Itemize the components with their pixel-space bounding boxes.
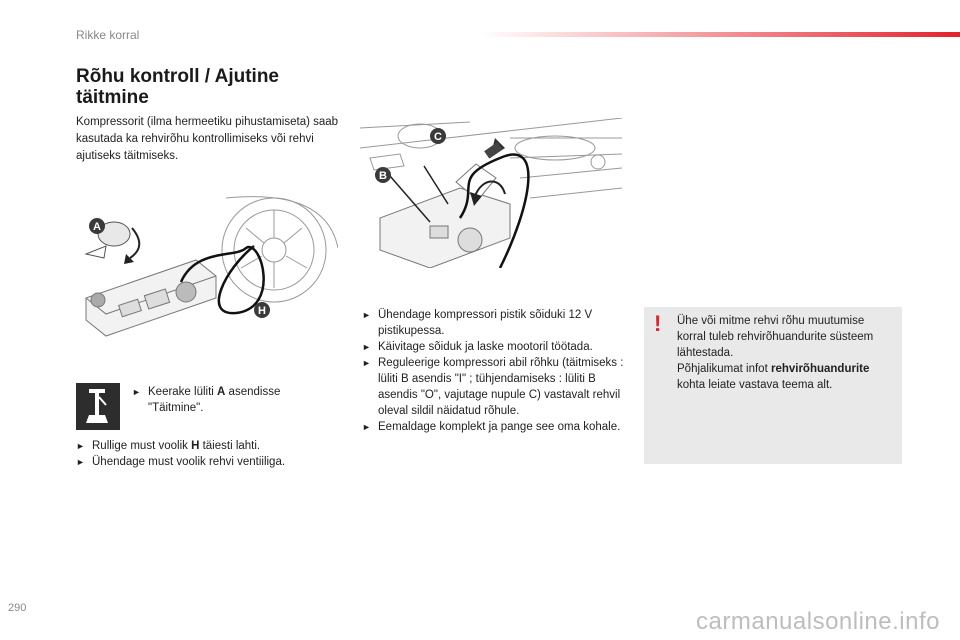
compressor-socket-illustration xyxy=(360,118,622,268)
bullet-arrow-icon: ► xyxy=(362,358,371,368)
bullet-arrow-icon: ► xyxy=(132,387,141,397)
list-item xyxy=(362,355,624,419)
note-line2-post: kohta leiate vastava teema alt. xyxy=(677,379,833,391)
list-item xyxy=(76,438,346,454)
step-a-text-bold: A xyxy=(217,386,226,398)
note-text xyxy=(677,313,892,393)
bullet-arrow-icon: ► xyxy=(76,441,85,451)
compressor-wheel-illustration xyxy=(76,188,338,338)
page-title-line2: täitmine xyxy=(76,87,149,108)
step-text: Reguleerige kompressori abil rõhku (täitmiseks : lüliti B asendis "I" ; tühjendamiseks : lüliti B asendis "O", vajutage nupule C) vastavalt rehvil oleval sildil näidatud rõhule. xyxy=(378,357,624,417)
step-text: täiesti lahti. xyxy=(199,440,261,452)
step-text: Ühendage must voolik rehvi ventiiliga. xyxy=(92,456,286,468)
list-item xyxy=(362,419,624,435)
steps-right-list xyxy=(362,307,624,435)
warning-note-box xyxy=(644,307,902,464)
page-title xyxy=(76,66,336,108)
note-line2 xyxy=(677,361,892,393)
section-title: Rikke korral xyxy=(76,28,140,42)
watermark: carmanualsonline.info xyxy=(696,608,940,635)
step-a-text-pre: Keerake lüliti xyxy=(148,386,218,398)
list-item xyxy=(362,339,624,355)
label-b-badge: B xyxy=(379,170,387,182)
step-a-item xyxy=(132,384,322,416)
bullet-arrow-icon: ► xyxy=(362,310,371,320)
step-text: Ühendage kompressori pistik sõiduki 12 V pistikupessa. xyxy=(378,309,593,337)
note-line2-bold: rehvirõhuandurite xyxy=(770,363,870,375)
step-text-bold: H xyxy=(191,440,200,452)
note-line1: Ühe või mitme rehvi rõhu muutumise korral tuleb rehvirõhuandurite süsteem lähtestada. xyxy=(677,315,874,359)
bullet-arrow-icon: ► xyxy=(362,342,371,352)
step-text: Käivitage sõiduk ja laske mootoril töötada. xyxy=(378,341,593,353)
page-title-line1: Rõhu kontroll / Ajutine xyxy=(76,66,279,87)
header-accent-bar xyxy=(480,32,960,37)
step-text: Eemaldage komplekt ja pange see oma kohale. xyxy=(378,421,621,433)
warning-exclamation-icon: ! xyxy=(654,311,662,336)
step-switch-a xyxy=(132,384,322,416)
step-a-text-post: asendisse "Täitmine". xyxy=(148,386,281,414)
label-c-badge: C xyxy=(434,131,442,143)
bullet-arrow-icon: ► xyxy=(76,457,85,467)
note-line2-pre: Põhjalikumat infot xyxy=(677,363,771,375)
label-a-badge: A xyxy=(93,221,101,233)
intro-paragraph: Kompressorit (ilma hermeetiku pihustamiseta) saab kasutada ka rehvirõhu kontrollimiseks või rehvi ajutiseks täitmiseks. xyxy=(76,116,339,162)
list-item xyxy=(76,454,346,470)
bullet-arrow-icon: ► xyxy=(362,422,371,432)
list-item xyxy=(362,307,624,339)
step-text: Rullige must voolik xyxy=(92,440,192,452)
compressor-switch-icon xyxy=(76,383,120,430)
steps-left-list xyxy=(76,438,346,470)
page-number: 290 xyxy=(8,602,27,614)
label-h-badge: H xyxy=(258,305,266,317)
